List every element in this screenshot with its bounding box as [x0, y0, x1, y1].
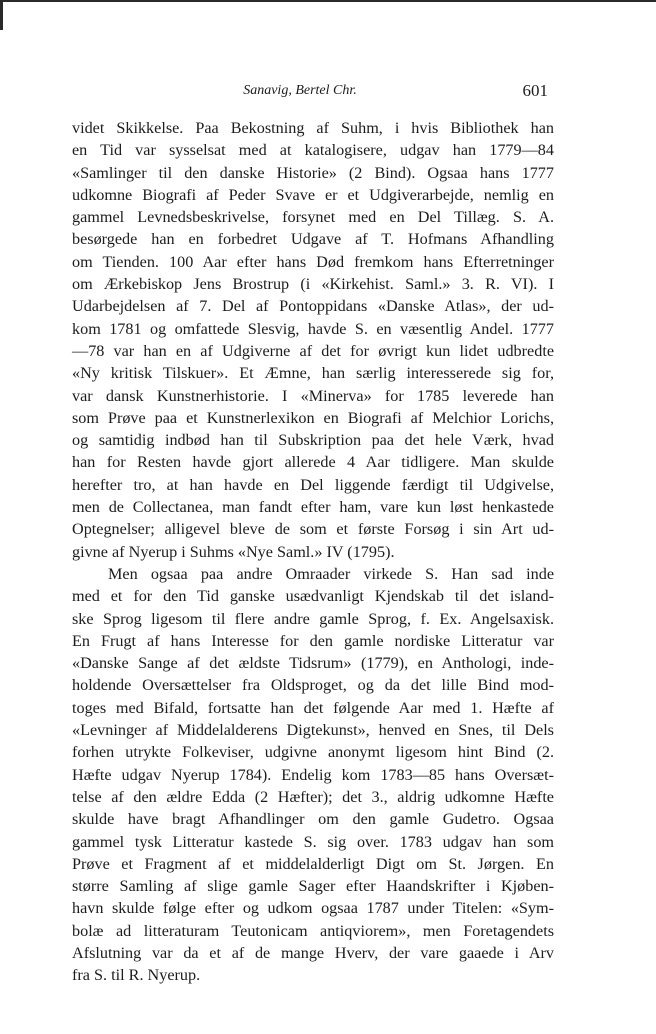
scan-edge-top	[0, 0, 656, 2]
body-text	[72, 117, 554, 987]
text-line: Udarbejdelsen af 7. Del af Pontoppidans «Danske Atlas», der ud-	[72, 297, 554, 316]
text-line: som Prøve paa et Kunstnerlexikon en Biografi af Melchior Lorichs,	[72, 408, 554, 427]
text-line: —78 var han en af Udgiverne af det for øvrigt kun lidet udbredte	[72, 341, 554, 360]
text-line: «Levninger af Middelalderens Digtekunst», henved en Snes, til Dels	[72, 721, 554, 740]
text-line: om Tienden. 100 Aar efter hans Død fremkom hans Efterretninger	[72, 252, 554, 271]
text-line: en Tid var sysselsat med at katalogisere, udgav han 1779—84	[72, 141, 554, 160]
text-line: han for Resten havde gjort allerede 4 Aar tidligere. Man skulde	[72, 453, 554, 472]
text-line: Hæfte udgav Nyerup 1784). Endelig kom 1783—85 hans Oversæt-	[72, 765, 554, 784]
text-line: men de Collectanea, man fandt efter ham, vare kun løst henkastede	[72, 498, 554, 517]
scan-edge-left	[0, 0, 3, 30]
paragraph-2	[72, 563, 554, 987]
text-line: udkomne Biografi af Peder Svave er et Udgiverarbejde, nemlig en	[72, 185, 554, 204]
text-line: var dansk Kunstnerhistorie. I «Minerva» for 1785 leverede han	[72, 386, 554, 405]
text-line: besørgede han en forbedret Udgave af T. Hofmans Afhandling	[72, 230, 554, 249]
text-line: gammel Levnedsbeskrivelse, forsynet med en Del Tillæg. S. A.	[72, 208, 554, 227]
paragraph-1	[72, 117, 554, 563]
text-line: herefter tro, at han havde en Del liggende færdigt til Udgivelse,	[72, 475, 554, 494]
text-line: ske Sprog ligesom til flere andre gamle Sprog, f. Ex. Angelsaxisk.	[72, 609, 554, 628]
text-line: Men ogsaa paa andre Omraader virkede S. Han sad inde	[108, 564, 554, 583]
text-line: Afslutning var da et af de mange Hverv, der vare gaaede i Arv	[72, 943, 554, 962]
text-line: Prøve et Fragment af et middelalderligt Digt om St. Jørgen. En	[72, 854, 554, 873]
running-title: Sanavig, Bertel Chr.	[243, 83, 357, 98]
text-line: bolæ ad litteraturam Teutonicam antiqviorem», men Foretagendets	[72, 921, 554, 940]
text-line: kom 1781 og omfattede Slesvig, havde S. en væsentlig Andel. 1777	[72, 319, 554, 338]
text-line: videt Skikkelse. Paa Bekostning af Suhm, i hvis Bibliothek han	[72, 119, 554, 137]
page-number: 601	[522, 81, 548, 100]
text-line: telse af den ældre Edda (2 Hæfter); det 3., aldrig udkomne Hæfte	[72, 787, 554, 806]
text-line: om Ærkebiskop Jens Brostrup (i «Kirkehist. Saml.» 3. R. VI). I	[72, 275, 554, 294]
text-line: forhen utrykte Folkeviser, udgivne anonymt ligesom hint Bind (2.	[72, 743, 554, 762]
text-line: gammel tysk Litteratur kastede S. sig over. 1783 udgav han som	[72, 832, 554, 851]
text-line: større Samling af slige gamle Sager efter Haandskrifter i Kjøben-	[72, 877, 554, 896]
text-line: En Frugt af hans Interesse for den gamle nordiske Litteratur var	[72, 631, 554, 650]
running-head	[0, 79, 656, 103]
text-line: havn skulde følge efter og udkom ogsaa 1787 under Titelen: «Sym-	[72, 899, 554, 918]
text-line: med et for den Tid ganske usædvanligt Kjendskab til det island-	[72, 587, 554, 606]
text-line: fra S. til R. Nyerup.	[72, 966, 201, 985]
text-line: toges med Bifald, fortsatte han det følgende Aar med 1. Hæfte af	[72, 698, 554, 717]
text-line: holdende Oversættelser fra Oldsproget, og da det lille Bind mod-	[72, 676, 554, 695]
text-line: og samtidig indbød han til Subskription paa det hele Værk, hvad	[72, 431, 554, 450]
text-line: Optegnelser; alligevel bleve de som et første Forsøg i sin Art ud-	[72, 520, 554, 539]
text-line: givne af Nyerup i Suhms «Nye Saml.» IV (1795).	[72, 542, 395, 561]
text-line: «Danske Sange af det ældste Tidsrum» (1779), en Anthologi, inde-	[72, 654, 554, 673]
text-line: «Ny kritisk Tilskuer». Et Æmne, han særlig interesserede sig for,	[72, 364, 554, 383]
text-line: «Samlinger til den danske Historie» (2 Bind). Ogsaa hans 1777	[72, 163, 554, 182]
text-line: skulde have bragt Afhandlinger om den gamle Gudetro. Ogsaa	[72, 810, 554, 829]
